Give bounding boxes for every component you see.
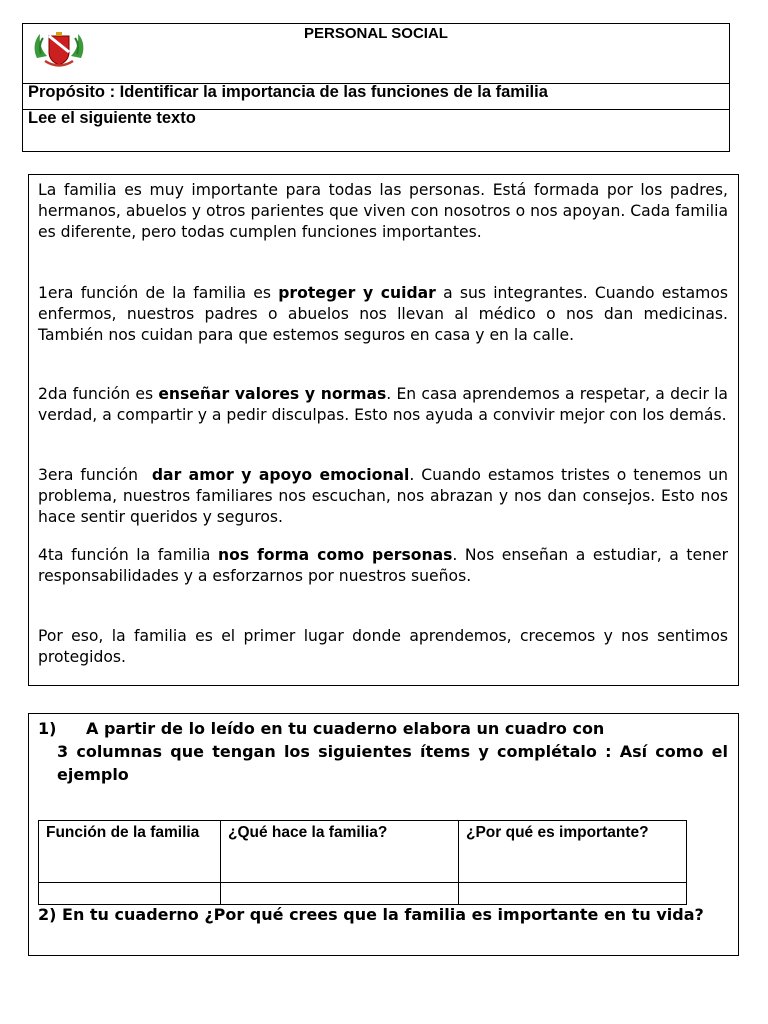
p3-intro: 2da función es [38, 385, 159, 403]
question-2: 2) En tu cuaderno ¿Por qué crees que la familia es importante en tu vida? [38, 905, 704, 924]
p3-body: . En casa aprendemos a respetar, a decir la verdad, a compartir y a pedir disculpas. Esto nos ayuda a convivir mejor con los demás. [38, 385, 728, 424]
question-1-rest: 3 columnas que tengan los siguientes ítems y complétalo : Así como el ejemplo [57, 742, 728, 784]
p5-highlight: nos forma como personas [218, 546, 453, 564]
reading-paragraph-5 [38, 545, 728, 587]
activity-box [28, 713, 739, 956]
purpose-text: Propósito : Identificar la importancia de las funciones de la familia [28, 83, 548, 101]
table-cell-empty[interactable] [459, 883, 687, 905]
p4-intro: 3era función [38, 466, 152, 484]
header-title-row [23, 24, 729, 84]
table-header-cell: ¿Qué hace la familia? [221, 821, 459, 883]
example-table [38, 820, 687, 905]
instruction-row [23, 109, 729, 152]
p4-highlight: dar amor y apoyo emocional [151, 466, 410, 484]
p5-body: . Nos enseñan a estudiar, a tener responsabilidades y a esforzarnos por nuestros sueños. [38, 546, 729, 585]
reading-paragraph-1: La familia es muy importante para todas las personas. Está formada por los padres, hermanos, abuelos y otros parientes que viven con nosotros o nos apoyan. Cada familia es diferente, pero todas cumplen funciones importantes. [38, 181, 728, 241]
reading-box [28, 174, 739, 686]
p2-intro: 1era función de la familia es [38, 284, 279, 302]
table-header-cell: Función de la familia [39, 821, 221, 883]
table-row [39, 883, 687, 905]
reading-paragraph-6: Por eso, la familia es el primer lugar donde aprendemos, crecemos y nos sentimos protegidos. [38, 627, 728, 666]
reading-paragraph-2 [38, 283, 728, 346]
purpose-row [23, 83, 729, 110]
table-header-cell: ¿Por qué es importante? [459, 821, 687, 883]
p4-body: . Cuando estamos tristes o tenemos un problema, nuestros familiares nos escuchan, nos abrazan y nos dan consejos. Esto nos hace sentir queridos y seguros. [38, 466, 728, 526]
question-1-number: 1) [38, 719, 57, 738]
p2-highlight: proteger y cuidar [278, 284, 436, 302]
table-cell-empty[interactable] [39, 883, 221, 905]
question-1-line-1: A partir de lo leído en tu cuaderno elabora un cuadro con [86, 719, 605, 738]
p2-body: a sus integrantes. Cuando estamos enfermos, nuestros padres o abuelos nos llevan al médico o nos dan medicinas. También nos cuidan para que estemos seguros en casa y en la calle. [38, 284, 729, 344]
instruction-text: Lee el siguiente texto [28, 109, 196, 127]
question-1 [38, 717, 728, 786]
p3-highlight: enseñar valores y normas [158, 385, 387, 403]
p5-intro: 4ta función la familia [38, 546, 219, 564]
reading-paragraph-4 [38, 465, 728, 528]
table-header-row [39, 821, 687, 883]
header-box [22, 23, 730, 152]
page-title: PERSONAL SOCIAL [304, 25, 448, 42]
table-cell-empty[interactable] [221, 883, 459, 905]
reading-paragraph-3 [38, 384, 728, 426]
